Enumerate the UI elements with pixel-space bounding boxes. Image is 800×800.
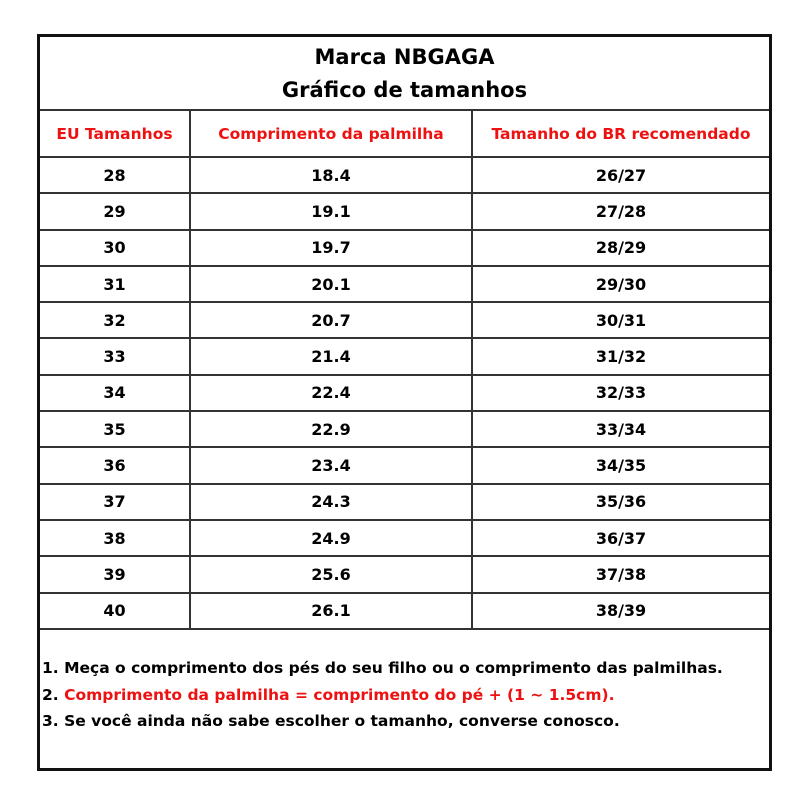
eu-size-cell: 40 xyxy=(40,593,190,629)
insole-length-cell: 19.7 xyxy=(190,230,472,266)
table-row xyxy=(40,556,769,592)
table-row xyxy=(40,157,769,193)
insole-length-cell: 22.4 xyxy=(190,375,472,411)
eu-size-cell: 29 xyxy=(40,193,190,229)
insole-length-cell: 23.4 xyxy=(190,447,472,483)
chart-subtitle: Gráfico de tamanhos xyxy=(281,78,528,102)
table-row xyxy=(40,484,769,520)
table-row xyxy=(40,338,769,374)
eu-size-cell: 38 xyxy=(40,520,190,556)
eu-size-cell: 36 xyxy=(40,447,190,483)
insole-length-cell: 24.9 xyxy=(190,520,472,556)
table-row xyxy=(40,375,769,411)
br-size-cell: 38/39 xyxy=(472,593,769,629)
table-row xyxy=(40,266,769,302)
insole-length-cell: 19.1 xyxy=(190,193,472,229)
eu-size-cell: 30 xyxy=(40,230,190,266)
header-eu-size: EU Tamanhos xyxy=(40,111,190,157)
br-size-cell: 29/30 xyxy=(472,266,769,302)
br-size-cell: 36/37 xyxy=(472,520,769,556)
eu-size-cell: 33 xyxy=(40,338,190,374)
table-row xyxy=(40,230,769,266)
eu-size-cell: 32 xyxy=(40,302,190,338)
brand-title: Marca NBGAGA xyxy=(314,45,495,69)
table-row xyxy=(40,302,769,338)
table-row xyxy=(40,193,769,229)
br-size-cell: 27/28 xyxy=(472,193,769,229)
insole-length-cell: 20.1 xyxy=(190,266,472,302)
br-size-cell: 26/27 xyxy=(472,157,769,193)
table-row xyxy=(40,520,769,556)
insole-length-cell: 22.9 xyxy=(190,411,472,447)
eu-size-cell: 37 xyxy=(40,484,190,520)
br-size-cell: 28/29 xyxy=(472,230,769,266)
table-row xyxy=(40,447,769,483)
br-size-cell: 33/34 xyxy=(472,411,769,447)
eu-size-cell: 35 xyxy=(40,411,190,447)
eu-size-cell: 39 xyxy=(40,556,190,592)
size-chart xyxy=(37,34,772,771)
insole-length-cell: 21.4 xyxy=(190,338,472,374)
note-2-text: Comprimento da palmilha = comprimento do pé + (1 ~ 1.5cm). xyxy=(64,685,615,704)
eu-size-cell: 34 xyxy=(40,375,190,411)
insole-length-cell: 24.3 xyxy=(190,484,472,520)
header-br-size: Tamanho do BR recomendado xyxy=(472,111,769,157)
notes xyxy=(42,655,723,735)
br-size-cell: 32/33 xyxy=(472,375,769,411)
insole-length-cell: 26.1 xyxy=(190,593,472,629)
br-size-cell: 37/38 xyxy=(472,556,769,592)
chart-title xyxy=(40,37,769,111)
insole-length-cell: 20.7 xyxy=(190,302,472,338)
note-2 xyxy=(42,682,723,709)
table-row xyxy=(40,411,769,447)
insole-length-cell: 25.6 xyxy=(190,556,472,592)
br-size-cell: 30/31 xyxy=(472,302,769,338)
insole-length-cell: 18.4 xyxy=(190,157,472,193)
br-size-cell: 31/32 xyxy=(472,338,769,374)
eu-size-cell: 28 xyxy=(40,157,190,193)
br-size-cell: 34/35 xyxy=(472,447,769,483)
size-table xyxy=(40,111,769,630)
header-insole-length: Comprimento da palmilha xyxy=(190,111,472,157)
eu-size-cell: 31 xyxy=(40,266,190,302)
note-3: 3. Se você ainda não sabe escolher o tamanho, converse conosco. xyxy=(42,712,620,730)
note-2-number: 2. xyxy=(42,685,65,704)
table-row xyxy=(40,593,769,629)
note-1: 1. Meça o comprimento dos pés do seu filho ou o comprimento das palmilhas. xyxy=(42,659,723,677)
header-row xyxy=(40,111,769,157)
br-size-cell: 35/36 xyxy=(472,484,769,520)
